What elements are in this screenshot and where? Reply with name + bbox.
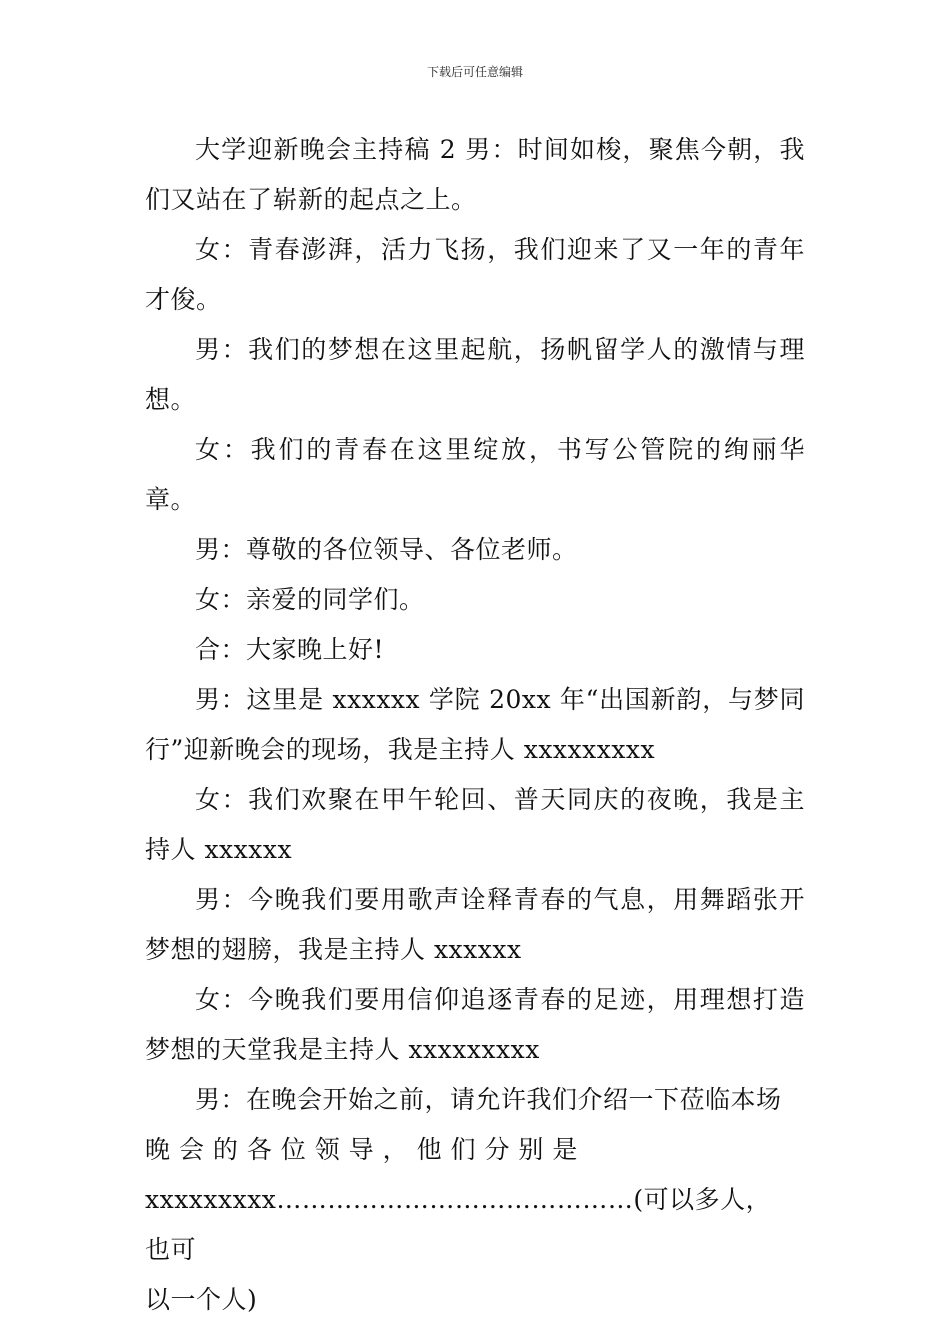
paragraph-spread-line: 晚 会 的 各 位 领 导 ， 他 们 分 别 是 <box>145 1135 578 1164</box>
paragraph: 男：在晚会开始之前，请允许我们介绍一下莅临本场 <box>195 1085 782 1114</box>
paragraph: 大学迎新晚会主持稿 2 男：时间如梭，聚焦今朝，我们又站在了崭新的起点之上。 <box>145 135 805 214</box>
paragraph: 女：我们的青春在这里绽放，书写公管院的绚丽华章。 <box>145 435 805 514</box>
paragraph: 男：今晚我们要用歌声诠释青春的气息，用舞蹈张开梦想的翅膀，我是主持人 xxxxxx <box>145 885 805 964</box>
page-header-note: 下载后可任意编辑 <box>426 65 523 79</box>
paragraph: 女：青春澎湃，活力飞扬，我们迎来了又一年的青年才俊。 <box>145 235 805 314</box>
document-body <box>145 125 805 1325</box>
paragraph: 男：我们的梦想在这里起航，扬帆留学人的激情与理想。 <box>145 335 805 414</box>
paragraph: 男：这里是 xxxxxx 学院 20xx 年“出国新韵，与梦同行”迎新晚会的现场，我是主持人 xxxxxxxxx <box>145 685 805 764</box>
paragraph: 男：尊敬的各位领导、各位老师。 <box>195 535 578 564</box>
paragraph: 合：大家晚上好! <box>195 635 385 664</box>
paragraph-tail-line: 以一个人) <box>145 1285 258 1314</box>
paragraph: 女：亲爱的同学们。 <box>195 585 425 614</box>
paragraph-tail-line: xxxxxxxxx……………………………………(可以多人， 也可 <box>145 1185 772 1264</box>
paragraph: 女：今晚我们要用信仰追逐青春的足迹，用理想打造梦想的天堂我是主持人 xxxxxxxxx <box>145 985 805 1064</box>
paragraph: 女：我们欢聚在甲午轮回、普天同庆的夜晚，我是主持人 xxxxxx <box>145 785 805 864</box>
